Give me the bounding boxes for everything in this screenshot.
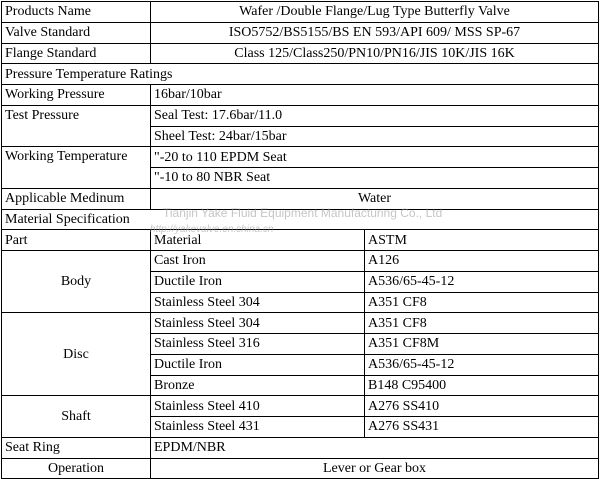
epdm-temperature-value: "-20 to 110 EPDM Seat [151, 147, 599, 168]
flange-standard-value: Class 125/Class250/PN10/PN16/JIS 10K/JIS 16K [151, 43, 599, 64]
astm-cell: A276 SS410 [365, 396, 599, 417]
astm-header: ASTM [365, 230, 599, 251]
material-cell: Stainless Steel 304 [151, 313, 365, 334]
operation-value: Lever or Gear box [151, 458, 599, 479]
table-row [2, 313, 599, 334]
applicable-medium-label: Applicable Medinum [2, 188, 151, 209]
material-cell: Cast Iron [151, 251, 365, 272]
row-test-pressure-seal [2, 105, 599, 126]
seat-ring-label: Seat Ring [2, 437, 151, 458]
table-row [2, 251, 599, 272]
row-seat-ring [2, 437, 599, 458]
row-valve-standard [2, 22, 599, 43]
test-pressure-label: Test Pressure [2, 105, 151, 147]
row-material-specification [2, 209, 599, 230]
astm-cell: A351 CF8 [365, 313, 599, 334]
products-name-value: Wafer /Double Flange/Lug Type Butterfly Valve [151, 2, 599, 23]
material-cell: Stainless Steel 431 [151, 417, 365, 438]
working-temperature-label: Working Temperature [2, 147, 151, 189]
material-cell: Ductile Iron [151, 271, 365, 292]
astm-cell: A276 SS431 [365, 417, 599, 438]
material-cell: Stainless Steel 410 [151, 396, 365, 417]
working-pressure-value: 16bar/10bar [151, 85, 599, 106]
row-products-name [2, 2, 599, 23]
astm-cell: A126 [365, 251, 599, 272]
row-operation [2, 458, 599, 479]
astm-cell: A536/65-45-12 [365, 271, 599, 292]
working-pressure-label: Working Pressure [2, 85, 151, 106]
astm-cell: A351 CF8M [365, 334, 599, 355]
row-material-header [2, 230, 599, 251]
body-part-label: Body [2, 251, 151, 313]
operation-label: Operation [2, 458, 151, 479]
pressure-temperature-heading: Pressure Temperature Ratings [2, 64, 599, 85]
watermark-company: Tianjin Yake Fluid Equipment Manufacturing Co., Ltd [163, 206, 443, 220]
watermark-url: http://yakevalve.en.china.cn [150, 224, 274, 235]
astm-cell: A536/65-45-12 [365, 354, 599, 375]
valve-standard-label: Valve Standard [2, 22, 151, 43]
astm-cell: A351 CF8 [365, 292, 599, 313]
applicable-medium-value: Water [151, 188, 599, 209]
material-specification-heading: Material Specification [2, 209, 599, 230]
part-header: Part [2, 230, 151, 251]
seal-test-value: Seal Test: 17.6bar/11.0 [151, 105, 599, 126]
row-pressure-temperature-heading [2, 64, 599, 85]
material-cell: Stainless Steel 304 [151, 292, 365, 313]
products-name-label: Products Name [2, 2, 151, 23]
material-header: Material [151, 230, 365, 251]
row-working-pressure [2, 85, 599, 106]
valve-standard-value: ISO5752/BS5155/BS EN 593/API 609/ MSS SP-67 [151, 22, 599, 43]
disc-part-label: Disc [2, 313, 151, 396]
nbr-temperature-value: "-10 to 80 NBR Seat [151, 168, 599, 189]
material-cell: Ductile Iron [151, 354, 365, 375]
flange-standard-label: Flange Standard [2, 43, 151, 64]
shell-test-value: Sheel Test: 24bar/15bar [151, 126, 599, 147]
row-flange-standard [2, 43, 599, 64]
row-working-temperature-epdm [2, 147, 599, 168]
table-row [2, 396, 599, 417]
astm-cell: B148 C95400 [365, 375, 599, 396]
row-applicable-medium [2, 188, 599, 209]
spec-table [1, 1, 599, 479]
seat-ring-value: EPDM/NBR [151, 437, 599, 458]
shaft-part-label: Shaft [2, 396, 151, 438]
material-cell: Stainless Steel 316 [151, 334, 365, 355]
material-cell: Bronze [151, 375, 365, 396]
